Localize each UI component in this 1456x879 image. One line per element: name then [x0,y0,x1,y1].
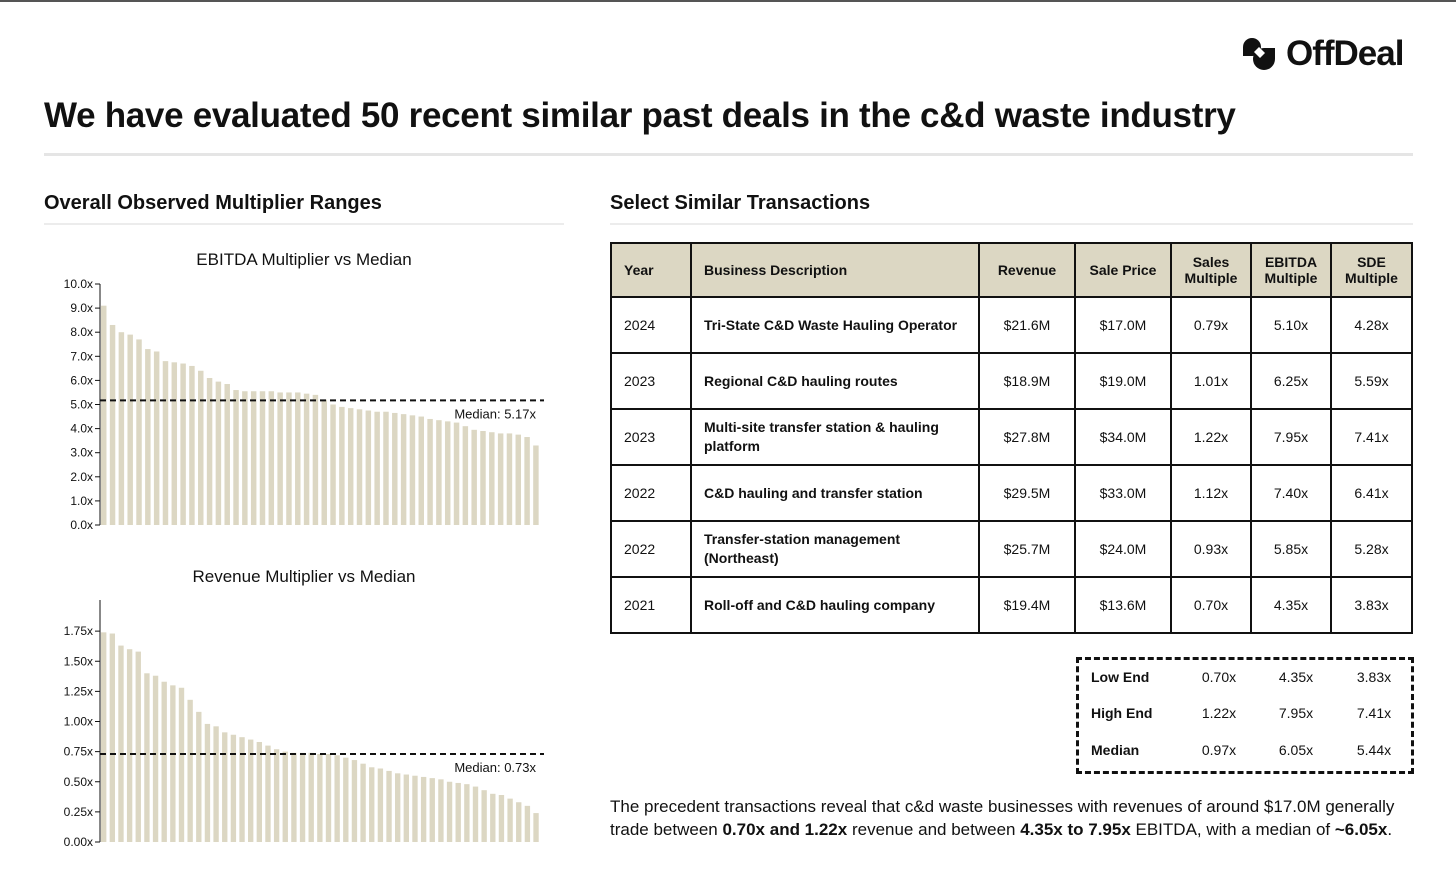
cell-sde-multiple: 5.28x [1331,521,1412,577]
y-tick-label: 0.0x [70,518,93,532]
bar [154,351,159,525]
cell-description: Tri-State C&D Waste Hauling Operator [691,297,979,353]
bar [436,420,441,525]
right-section-title: Select Similar Transactions [610,192,871,214]
cell-revenue: $18.9M [979,353,1075,409]
summary-sales-multiple: 0.97x [1201,742,1237,758]
y-tick-label: 1.00x [63,714,93,729]
cell-sde-multiple: 6.41x [1331,465,1412,521]
header-revenue: Revenue [979,243,1075,297]
bar [304,394,309,525]
summary-sde-multiple: 5.44x [1356,742,1392,758]
summary-box [1076,657,1414,774]
bar [401,414,406,525]
bar [317,754,322,842]
bar [524,437,529,525]
cell-ebitda-multiple: 4.35x [1251,577,1331,633]
bar [366,411,371,525]
bar [438,779,443,842]
bar [454,423,459,525]
cell-sde-multiple: 4.28x [1331,297,1412,353]
cell-description: C&D hauling and transfer station [691,465,979,521]
bar [427,419,432,525]
table-row [611,297,1412,353]
cell-ebitda-multiple: 6.25x [1251,353,1331,409]
bar [456,783,461,842]
bar [490,794,495,842]
bar [277,392,282,525]
transactions-table [610,242,1413,634]
summary-ebitda-multiple: 6.05x [1278,742,1314,758]
bar [179,688,184,842]
cell-description: Multi-site transfer station & hauling platform [691,409,979,465]
bar [127,335,132,525]
bar [533,813,538,842]
bar [383,412,388,525]
cell-sale-price: $24.0M [1075,521,1171,577]
cell-sale-price: $17.0M [1075,297,1171,353]
cell-sde-multiple: 3.83x [1331,577,1412,633]
bar [110,634,115,842]
summary-row-median [1079,742,1411,762]
bar [480,431,485,525]
cell-ebitda-multiple: 7.95x [1251,409,1331,465]
table-row [611,353,1412,409]
cell-revenue: $29.5M [979,465,1075,521]
bar [136,339,141,525]
bar [172,362,177,525]
bar [374,412,379,525]
bar [507,433,512,525]
bar [187,700,192,842]
bar [525,806,530,842]
y-tick-label: 1.0x [70,493,93,508]
bar [471,430,476,525]
bar [170,685,175,842]
conclusion-text [610,795,1420,841]
bar [144,673,149,842]
bar [145,349,150,525]
bar [198,371,203,525]
cell-description: Regional C&D hauling routes [691,353,979,409]
cell-sales-multiple: 1.01x [1171,353,1251,409]
y-tick-label: 0.25x [63,804,93,819]
cell-sales-multiple: 0.79x [1171,297,1251,353]
bar [386,771,391,842]
y-tick-label: 9.0x [70,301,93,316]
bar [163,361,168,525]
left-section-title: Overall Observed Multiplier Ranges [44,192,382,214]
bar [334,755,339,842]
bar [516,435,521,525]
table-row [611,465,1412,521]
bar [369,767,374,842]
bar [153,676,158,842]
chart-title: EBITDA Multiplier vs Median [196,250,412,269]
y-tick-label: 5.0x [70,397,93,412]
header-ebitda-multiple: EBITDA Multiple [1251,243,1331,297]
bar [283,752,288,842]
y-tick-label: 0.75x [63,744,93,759]
bar [392,413,397,525]
y-tick-label: 4.0x [70,421,93,436]
bar [498,433,503,525]
y-tick-label: 0.50x [63,774,93,789]
conclusion-part: EBITDA, with a median of [1130,820,1335,839]
right-section-divider [610,223,1413,225]
bar [242,391,247,525]
bar [309,753,314,842]
table-row [611,521,1412,577]
bar [410,415,415,525]
ebitda-multiplier-chart [44,245,564,540]
bar [257,742,262,842]
conclusion-part: revenue and between [847,820,1021,839]
cell-year: 2021 [611,577,691,633]
table-header-row [611,243,1412,297]
cell-sale-price: $33.0M [1075,465,1171,521]
header-sale-price: Sale Price [1075,243,1171,297]
cell-ebitda-multiple: 5.10x [1251,297,1331,353]
cell-ebitda-multiple: 5.85x [1251,521,1331,577]
bar [233,390,238,525]
bar [300,753,305,842]
bar [101,632,106,842]
bar [326,754,331,842]
revenue-multiplier-chart [44,562,564,857]
offdeal-logo-icon [1240,35,1278,73]
y-tick-label: 7.0x [70,349,93,364]
bar [395,773,400,842]
bar [260,391,265,525]
cell-year: 2023 [611,353,691,409]
bar [343,758,348,842]
bar [269,391,274,525]
cell-revenue: $25.7M [979,521,1075,577]
bar [516,802,521,842]
left-section-divider [44,223,564,225]
revenue-range-highlight: 0.70x and 1.22x [722,820,848,839]
top-border-line [0,0,1456,2]
bar [404,775,409,842]
bar [489,432,494,525]
ebitda-range-highlight: 4.35x to 7.95x [1020,820,1131,839]
header-year: Year [611,243,691,297]
bar [196,712,201,842]
bar [348,408,353,525]
cell-year: 2024 [611,297,691,353]
table-row [611,577,1412,633]
cell-revenue: $19.4M [979,577,1075,633]
cell-sde-multiple: 5.59x [1331,353,1412,409]
summary-sde-multiple: 7.41x [1356,705,1392,721]
bar [224,384,229,525]
header-sales-multiple: Sales Multiple [1171,243,1251,297]
y-tick-label: 6.0x [70,373,93,388]
bar [445,421,450,525]
bar [162,682,167,842]
summary-ebitda-multiple: 7.95x [1278,705,1314,721]
y-tick-label: 1.50x [63,654,93,669]
y-tick-label: 2.0x [70,469,93,484]
bar [216,382,221,525]
conclusion-part: . [1387,820,1393,839]
y-tick-label: 8.0x [70,325,93,340]
y-tick-label: 3.0x [70,445,93,460]
bar [101,306,106,525]
bar [265,746,270,842]
cell-revenue: $21.6M [979,297,1075,353]
bar [419,417,424,525]
bar [222,732,227,842]
bar [464,784,469,842]
bar [412,776,417,842]
bar [430,778,435,842]
median-label: Median: 0.73x [454,760,536,776]
bar [274,749,279,842]
cell-sale-price: $34.0M [1075,409,1171,465]
bar [352,760,357,842]
summary-label: High End [1091,705,1153,721]
bar [481,790,486,842]
bar [339,407,344,525]
bar [213,726,218,842]
header-business-description: Business Description [691,243,979,297]
bar [357,409,362,525]
bar [231,735,236,842]
bar [286,392,291,525]
bar [205,724,210,842]
bar [360,764,365,842]
cell-sale-price: $19.0M [1075,353,1171,409]
cell-revenue: $27.8M [979,409,1075,465]
brand-logo [1240,32,1403,76]
title-divider [44,153,1413,156]
summary-ebitda-multiple: 4.35x [1278,669,1314,685]
summary-row-high-end [1079,705,1411,725]
brand-name: OffDeal [1286,34,1404,73]
cell-sales-multiple: 0.70x [1171,577,1251,633]
bar [499,795,504,842]
cell-sales-multiple: 1.12x [1171,465,1251,521]
bar [295,392,300,525]
bar [421,777,426,842]
bar [127,649,132,842]
cell-ebitda-multiple: 7.40x [1251,465,1331,521]
summary-label: Low End [1091,669,1150,685]
bar [533,445,538,525]
cell-year: 2022 [611,465,691,521]
cell-description: Transfer-station management (Northeast) [691,521,979,577]
cell-sales-multiple: 0.93x [1171,521,1251,577]
y-tick-label: 1.75x [63,624,93,639]
cell-sde-multiple: 7.41x [1331,409,1412,465]
bar [313,395,318,525]
bar [119,332,124,525]
bar [291,753,296,842]
bar [473,787,478,842]
bar [507,799,512,842]
conclusion-part: The precedent transactions reveal that c&d waste businesses with revenues of around $17.0M generally trade between [610,797,1395,839]
bar [251,391,256,525]
bar [136,652,141,842]
y-tick-label: 1.25x [63,684,93,699]
cell-sales-multiple: 1.22x [1171,409,1251,465]
chart-title: Revenue Multiplier vs Median [192,567,416,586]
table-row [611,409,1412,465]
summary-row-low-end [1079,669,1411,689]
y-tick-label: 10.0x [63,277,93,291]
header-sde-multiple: SDE Multiple [1331,243,1412,297]
bar [330,405,335,526]
summary-label: Median [1091,742,1140,758]
bar [322,400,327,525]
summary-sde-multiple: 3.83x [1356,669,1392,685]
cell-year: 2023 [611,409,691,465]
cell-sale-price: $13.6M [1075,577,1171,633]
summary-sales-multiple: 1.22x [1201,705,1237,721]
bar [180,364,185,525]
bar [118,646,123,842]
summary-sales-multiple: 0.70x [1201,669,1237,685]
median-label: Median: 5.17x [454,406,536,422]
cell-year: 2022 [611,521,691,577]
bar [189,366,194,525]
cell-description: Roll-off and C&D hauling company [691,577,979,633]
bar [447,782,452,842]
y-tick-label: 0.00x [63,835,93,849]
median-highlight: ~6.05x [1334,820,1388,839]
bar [110,325,115,525]
bar [463,426,468,525]
bar [239,737,244,842]
bar [378,769,383,843]
page-title: We have evaluated 50 recent similar past deals in the c&d waste industry [44,96,1236,135]
